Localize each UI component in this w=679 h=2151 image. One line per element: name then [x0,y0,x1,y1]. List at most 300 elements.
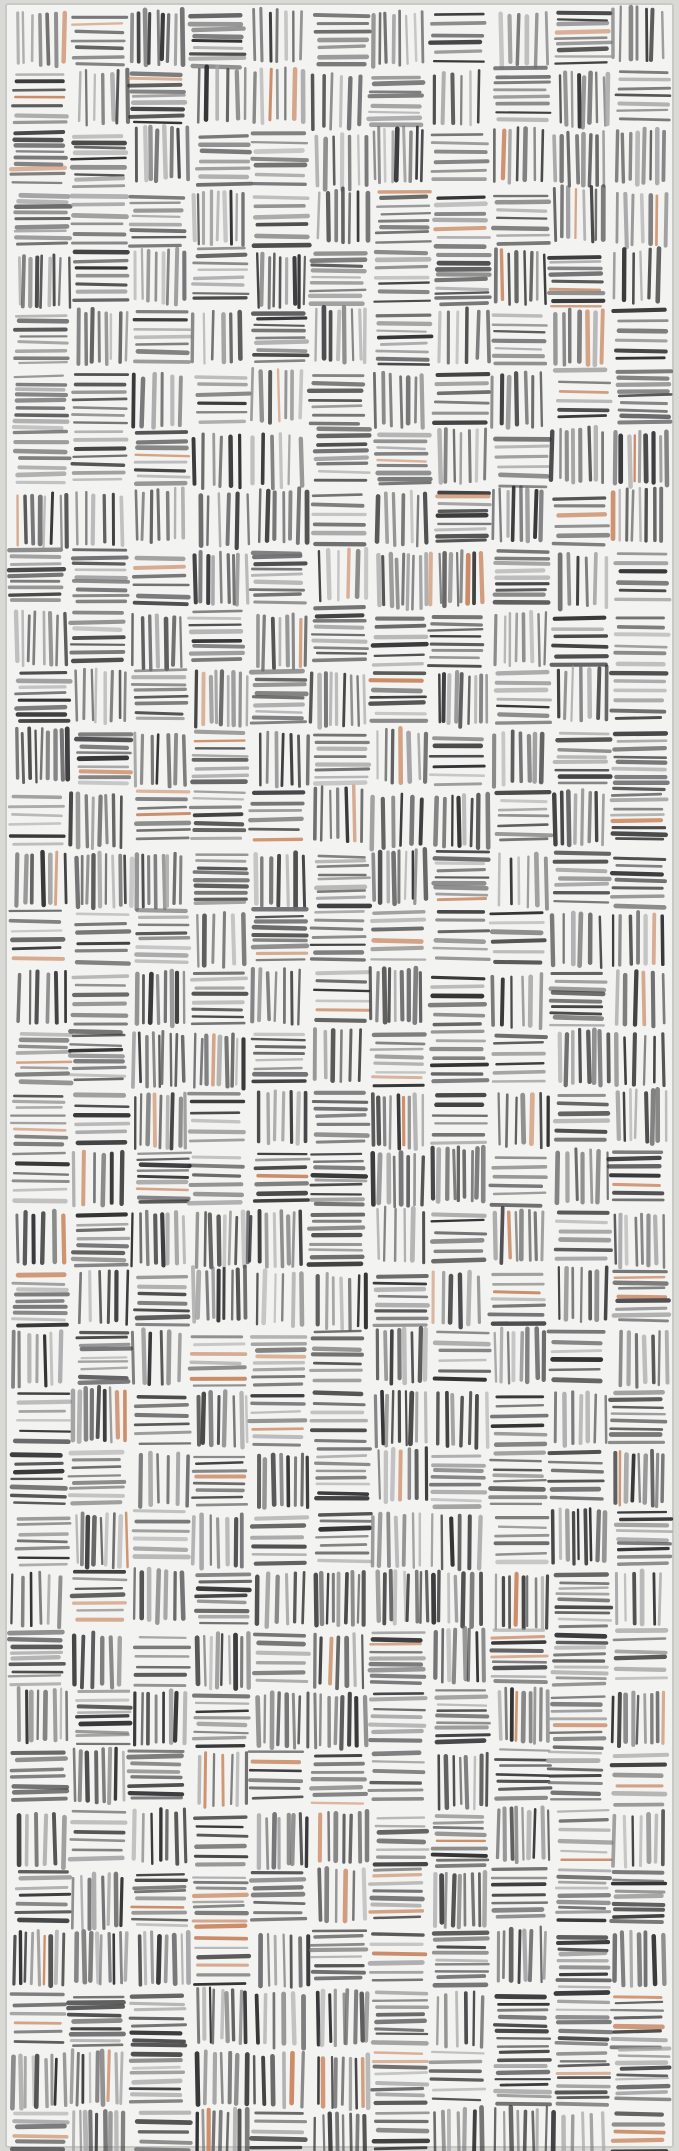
brush-stroke [257,254,259,308]
brush-stroke [373,1153,374,1204]
brush-stroke [270,13,271,61]
brush-stroke [497,2038,550,2039]
brush-stroke [542,130,543,181]
brush-stroke [126,1513,128,1567]
brush-stroke [9,569,64,570]
brush-stroke [617,193,618,242]
brush-stroke [195,1856,246,1857]
brush-stroke [113,795,114,846]
brush-stroke [374,301,430,302]
brush-stroke [73,1035,124,1036]
brush-stroke [498,1810,499,1858]
brush-stroke [374,1917,420,1918]
brush-stroke [555,618,605,619]
brush-stroke [137,910,185,911]
brush-stroke [82,1357,127,1358]
brush-stroke [435,858,489,859]
brush-stroke [552,1711,601,1712]
brush-stroke [495,563,548,564]
brush-stroke [221,1634,222,1685]
brush-stroke [75,261,127,262]
brush-stroke [256,1563,305,1564]
brush-stroke [549,257,600,258]
brush-stroke [73,558,127,559]
brush-stroke [136,337,190,338]
brush-stroke [255,1887,302,1888]
brush-stroke [431,644,482,645]
brush-stroke [132,1332,133,1383]
brush-stroke [275,1274,276,1322]
brush-stroke [15,231,65,232]
brush-stroke [199,1601,245,1602]
brush-stroke [194,48,241,49]
brush-stroke [457,312,458,363]
brush-stroke [313,495,361,496]
brush-stroke [316,309,317,361]
brush-stroke [373,928,422,929]
brush-stroke [619,410,666,411]
brush-stroke [129,1785,182,1786]
brush-stroke [261,254,262,305]
brush-stroke [314,1161,362,1162]
brush-stroke [596,73,597,122]
brush-stroke [319,1493,367,1494]
brush-stroke [106,313,107,364]
brush-stroke [548,1811,549,1860]
brush-stroke [362,1994,363,2041]
brush-stroke [149,1333,150,1384]
brush-stroke [421,131,422,181]
brush-stroke [494,1072,544,1073]
brush-stroke [590,1509,591,1561]
brush-stroke [190,15,240,16]
brush-stroke [364,2116,365,2151]
brush-stroke [374,1034,425,1035]
brush-stroke [137,933,186,934]
brush-stroke [651,131,652,179]
brush-stroke [92,1633,93,1688]
brush-stroke [104,496,105,542]
brush-stroke [137,838,188,839]
brush-stroke [17,394,66,395]
brush-stroke [436,863,483,864]
brush-stroke [194,195,195,240]
brush-stroke [378,2014,423,2015]
brush-stroke [497,834,552,835]
brush-stroke [329,1812,330,1860]
brush-stroke [612,799,667,800]
brush-stroke [70,622,123,623]
brush-stroke [374,132,375,179]
brush-stroke [321,787,322,841]
brush-stroke [525,251,526,304]
brush-stroke [83,1152,84,1205]
brush-stroke [145,10,146,65]
brush-stroke [25,1212,26,1263]
brush-stroke [174,854,175,904]
brush-stroke [613,2039,666,2040]
brush-stroke [619,88,670,89]
brush-stroke [221,671,222,724]
brush-stroke [14,90,65,91]
brush-stroke [192,978,246,980]
brush-stroke [377,2113,429,2114]
brush-stroke [254,792,303,793]
brush-stroke [371,1783,420,1784]
brush-stroke [261,8,262,60]
brush-stroke [15,2023,60,2024]
brush-stroke [133,1033,134,1087]
brush-stroke [658,249,659,302]
brush-stroke [134,1511,184,1512]
brush-stroke [27,1691,28,1743]
brush-stroke [443,73,444,123]
brush-stroke [217,1633,218,1687]
brush-stroke [264,1271,266,1323]
brush-stroke [384,969,385,1023]
brush-stroke [433,1214,484,1215]
brush-stroke [312,260,365,261]
brush-stroke [23,12,24,63]
brush-stroke [544,1932,545,1978]
brush-stroke [616,880,665,882]
brush-stroke [373,1094,374,1145]
brush-stroke [422,375,423,427]
brush-stroke [536,854,537,905]
brush-stroke [247,2055,248,2104]
brush-stroke [14,122,66,123]
brush-stroke [503,131,504,179]
brush-stroke [132,1777,181,1778]
brush-stroke [616,1657,665,1658]
brush-stroke [148,1095,149,1144]
brush-stroke [502,801,546,802]
brush-stroke [40,1572,41,1623]
brush-stroke [17,351,66,352]
brush-stroke [253,2132,302,2133]
brush-stroke [231,437,232,486]
brush-stroke [133,2045,186,2046]
brush-stroke [182,1934,183,1983]
brush-stroke [359,1030,360,1081]
brush-stroke [125,673,126,721]
brush-stroke [493,1662,546,1663]
brush-stroke [36,731,37,783]
brush-stroke [437,851,489,852]
brush-stroke [110,1388,111,1443]
brush-stroke [200,421,244,422]
brush-stroke [137,1324,189,1325]
brush-stroke [616,1891,664,1892]
brush-stroke [259,1643,304,1644]
brush-stroke [459,1876,460,1927]
brush-stroke [219,1217,220,1265]
brush-stroke [341,1697,342,1749]
brush-stroke [372,1898,423,1899]
brush-stroke [251,368,252,419]
brush-stroke [254,1672,303,1673]
brush-stroke [567,1511,568,1560]
brush-stroke [12,556,60,557]
brush-stroke [591,187,592,242]
brush-stroke [254,556,300,557]
brush-stroke [317,653,366,654]
brush-stroke [119,1638,120,1684]
brush-stroke [407,555,408,610]
brush-stroke [615,1997,662,1998]
brush-stroke [14,1791,67,1793]
brush-stroke [86,796,87,847]
brush-stroke [615,2017,661,2018]
brush-stroke [556,1613,609,1614]
brush-stroke [201,177,247,178]
brush-stroke [96,2114,97,2151]
brush-stroke [250,1217,251,1262]
brush-stroke [295,258,296,304]
brush-stroke [499,809,546,810]
brush-stroke [373,2000,427,2001]
brush-stroke [234,1396,235,1446]
brush-stroke [555,62,606,63]
brush-stroke [69,1475,120,1476]
brush-stroke [380,483,430,484]
brush-stroke [73,1252,123,1253]
brush-stroke [81,1344,129,1345]
brush-stroke [615,1277,665,1278]
brush-stroke [79,1273,80,1323]
brush-stroke [556,981,606,982]
brush-stroke [376,267,426,268]
brush-stroke [385,13,386,62]
brush-stroke [18,1541,66,1542]
brush-stroke [327,1274,328,1329]
brush-stroke [12,1495,65,1497]
brush-stroke [14,1786,67,1787]
brush-stroke [17,1759,66,1761]
brush-stroke [551,274,601,275]
brush-stroke [461,551,462,602]
brush-stroke [493,1167,545,1168]
brush-stroke [438,899,485,900]
brush-stroke [557,1678,605,1679]
brush-stroke [154,374,155,427]
brush-stroke [34,612,35,664]
brush-stroke [214,434,215,484]
brush-stroke [140,1637,186,1638]
brush-stroke [72,464,123,466]
brush-stroke [17,226,67,227]
brush-stroke [379,364,429,365]
brush-stroke [509,1212,511,1257]
brush-stroke [607,74,608,124]
brush-stroke [341,77,342,127]
brush-stroke [568,554,569,604]
brush-stroke [337,1637,338,1688]
brush-stroke [257,1350,304,1351]
brush-stroke [255,602,305,603]
brush-stroke [376,252,426,253]
brush-stroke [619,1288,664,1289]
brush-stroke [612,873,662,874]
brush-stroke [233,1990,234,2040]
brush-stroke [494,1470,541,1471]
brush-stroke [11,1994,63,1995]
brush-stroke [74,1749,75,1801]
brush-stroke [578,557,579,604]
brush-stroke [77,1337,127,1338]
brush-stroke [194,1895,247,1896]
brush-stroke [254,718,302,719]
brush-stroke [614,1184,660,1185]
brush-stroke [256,679,305,680]
brush-stroke [614,1315,669,1316]
brush-stroke [497,1996,545,1997]
brush-stroke [256,1047,304,1048]
brush-stroke [374,1891,421,1892]
brush-stroke [376,2021,424,2022]
brush-stroke [351,2114,352,2151]
brush-stroke [541,373,542,426]
brush-stroke [526,372,527,423]
brush-stroke [391,1571,392,1620]
brush-stroke [256,1059,302,1060]
brush-stroke [437,1735,490,1736]
brush-stroke [141,1214,142,1263]
brush-stroke [73,1153,74,1206]
brush-stroke [15,451,65,452]
brush-stroke [639,1454,640,1502]
brush-stroke [303,1572,305,1623]
brush-stroke [499,1527,546,1528]
brush-stroke [496,1798,546,1799]
brush-stroke [352,1572,353,1625]
brush-stroke [315,450,367,451]
brush-stroke [19,258,20,304]
brush-stroke [409,733,410,782]
brush-stroke [199,1757,200,1803]
brush-stroke [164,856,165,909]
brush-stroke [575,189,576,238]
brush-stroke [401,377,402,428]
brush-stroke [196,671,197,727]
brush-stroke [375,655,424,656]
brush-stroke [138,441,186,442]
brush-stroke [13,1283,64,1284]
brush-stroke [499,714,547,715]
brush-stroke [495,1333,496,1382]
brush-stroke [441,303,487,304]
brush-stroke [374,83,423,84]
brush-stroke [635,1090,636,1138]
brush-stroke [139,1293,185,1294]
brush-stroke [22,733,23,782]
brush-stroke [433,2089,484,2090]
brush-stroke [100,853,101,907]
brush-stroke [18,1518,68,1519]
brush-stroke [614,253,615,298]
brush-stroke [31,1933,32,1984]
brush-stroke [25,496,26,542]
brush-stroke [626,1217,627,1264]
brush-stroke [193,1121,239,1122]
brush-stroke [468,1272,469,1324]
brush-stroke [528,857,529,908]
brush-stroke [435,1015,484,1016]
brush-stroke [616,1669,664,1670]
brush-stroke [373,1934,423,1935]
brush-stroke [195,1817,246,1818]
brush-stroke [559,514,605,515]
brush-stroke [14,1096,62,1097]
brush-stroke [194,1002,243,1003]
brush-stroke [457,1992,458,2046]
brush-stroke [404,1516,405,1565]
brush-stroke [415,1095,416,1149]
brush-stroke [432,1477,484,1478]
brush-stroke [417,127,418,179]
brush-stroke [19,1402,70,1403]
brush-stroke [175,735,176,784]
brush-stroke [553,1672,607,1673]
brush-stroke [33,2057,34,2105]
brush-stroke [254,839,301,840]
brush-stroke [192,314,193,362]
brush-stroke [516,1692,517,1740]
brush-stroke [657,1454,658,1506]
brush-stroke [255,1634,304,1635]
brush-stroke [622,416,669,417]
brush-stroke [178,1454,179,1504]
brush-stroke [16,316,66,317]
brush-stroke [498,1916,544,1917]
brush-stroke [139,1033,140,1082]
brush-stroke [386,493,387,542]
brush-stroke [191,807,241,808]
brush-stroke [231,1755,232,1804]
brush-stroke [273,619,274,668]
brush-stroke [620,72,667,73]
brush-stroke [553,2112,554,2151]
brush-stroke [278,856,279,906]
brush-stroke [73,563,124,564]
brush-stroke [492,932,541,933]
brush-stroke [138,814,190,815]
brush-stroke [74,581,128,582]
brush-stroke [133,375,134,427]
brush-stroke [191,653,243,654]
brush-stroke [318,463,367,464]
brush-stroke [559,49,607,51]
brush-stroke [237,494,238,548]
brush-stroke [652,1090,653,1143]
brush-stroke [246,555,248,603]
brush-stroke [222,1991,223,2038]
brush-stroke [374,373,375,427]
brush-stroke [620,1332,621,1386]
brush-stroke [12,1652,62,1653]
brush-stroke [304,257,305,304]
brush-stroke [280,434,281,488]
brush-stroke [79,1706,131,1707]
brush-stroke [436,152,486,153]
brush-stroke [620,1320,668,1321]
brush-stroke [617,2092,666,2094]
brush-stroke [16,116,66,117]
brush-stroke [436,940,484,941]
brush-stroke [663,1692,664,1743]
brush-stroke [268,1934,269,1985]
brush-stroke [437,1741,484,1743]
